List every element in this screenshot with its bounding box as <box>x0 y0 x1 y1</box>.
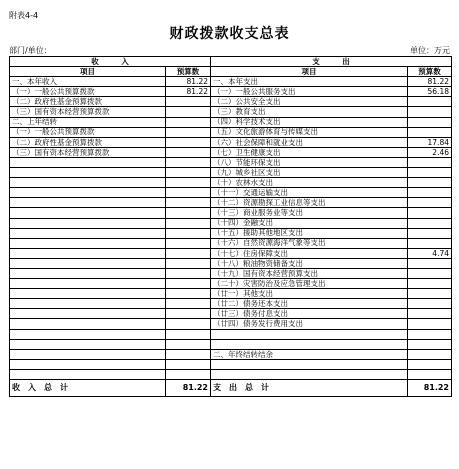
income-value-cell <box>166 319 211 329</box>
expense-value-cell <box>408 198 452 208</box>
expense-item-cell: （十二）资源勘探工业信息等支出 <box>211 198 408 208</box>
income-item-cell: （三）国有资本经营预算拨款 <box>10 147 166 157</box>
table-row <box>10 238 452 248</box>
table-row <box>10 309 452 319</box>
income-item-header: 项目 <box>10 67 166 77</box>
column-header-row <box>10 67 452 77</box>
income-item-cell <box>10 329 166 339</box>
expense-item-cell: （十三）商业服务业等支出 <box>211 208 408 218</box>
expense-value-cell <box>408 188 452 198</box>
expense-value-cell: 17.84 <box>408 137 452 147</box>
expense-item-cell: （七）卫生健康支出 <box>211 147 408 157</box>
expense-item-cell: （十九）国有资本经营预算支出 <box>211 268 408 278</box>
income-value-cell <box>166 279 211 289</box>
table-row <box>10 349 452 359</box>
fiscal-summary-table <box>9 56 452 397</box>
income-value-cell <box>166 117 211 127</box>
expense-item-cell: （十七）住房保障支出 <box>211 248 408 258</box>
expense-value-cell <box>408 218 452 228</box>
expense-item-header: 项目 <box>211 67 408 77</box>
income-budget-header: 预算数 <box>166 67 211 77</box>
income-value-cell <box>166 238 211 248</box>
table-row <box>10 248 452 258</box>
expense-item-cell: （十）农林水支出 <box>211 178 408 188</box>
expense-value-cell <box>408 319 452 329</box>
expense-item-cell <box>211 359 408 369</box>
expense-value-cell <box>408 349 452 359</box>
expense-item-cell: （廿一）其他支出 <box>211 289 408 299</box>
expense-value-cell <box>408 289 452 299</box>
income-value-cell <box>166 208 211 218</box>
section-header-row <box>10 57 452 67</box>
expense-value-cell <box>408 369 452 379</box>
expense-item-cell: （二）公共安全支出 <box>211 97 408 107</box>
unit-label: 单位：万元 <box>410 46 450 55</box>
table-row <box>10 268 452 278</box>
table-row <box>10 157 452 167</box>
attachment-label: 附表4-4 <box>9 11 39 20</box>
income-item-cell <box>10 228 166 238</box>
total-expense-label: 支 出 总 计 <box>211 380 408 397</box>
table-row <box>10 228 452 238</box>
expense-item-cell <box>211 339 408 349</box>
expense-item-cell: （廿三）债务付息支出 <box>211 309 408 319</box>
expense-item-cell: （十八）粮油物资储备支出 <box>211 258 408 268</box>
expense-item-cell: 一、本年支出 <box>211 77 408 87</box>
table-row <box>10 258 452 268</box>
total-income-label: 收 入 总 计 <box>10 380 166 397</box>
expense-value-cell <box>408 268 452 278</box>
table-row <box>10 198 452 208</box>
income-item-cell <box>10 218 166 228</box>
table-row <box>10 299 452 309</box>
table-row <box>10 208 452 218</box>
total-income-value: 81.22 <box>166 380 211 397</box>
income-item-cell <box>10 339 166 349</box>
expense-value-cell <box>408 208 452 218</box>
expense-value-cell <box>408 359 452 369</box>
expense-item-cell: （十四）金融支出 <box>211 218 408 228</box>
income-value-cell <box>166 147 211 157</box>
income-item-cell <box>10 369 166 379</box>
income-item-cell: （一）一般公共预算拨款 <box>10 127 166 137</box>
table-row <box>10 147 452 157</box>
table-row <box>10 319 452 329</box>
table-row <box>10 359 452 369</box>
income-item-cell: （三）国有资本经营预算拨款 <box>10 107 166 117</box>
expense-value-cell <box>408 339 452 349</box>
expense-value-cell: 81.22 <box>408 77 452 87</box>
income-value-cell <box>166 188 211 198</box>
total-row <box>10 380 452 397</box>
expense-value-cell <box>408 309 452 319</box>
income-value-cell <box>166 339 211 349</box>
table-row <box>10 97 452 107</box>
income-value-cell <box>166 198 211 208</box>
income-value-cell <box>166 228 211 238</box>
expense-value-cell <box>408 107 452 117</box>
table-row <box>10 289 452 299</box>
expense-value-cell: 2.46 <box>408 147 452 157</box>
income-value-cell <box>166 369 211 379</box>
expense-value-cell <box>408 279 452 289</box>
expense-value-cell <box>408 97 452 107</box>
expense-item-cell: （廿二）债务还本支出 <box>211 299 408 309</box>
income-section-header: 收 入 <box>10 57 211 67</box>
table-row <box>10 87 452 97</box>
table-row <box>10 329 452 339</box>
expense-value-cell <box>408 117 452 127</box>
income-value-cell <box>166 137 211 147</box>
income-item-cell: 二、上年结转 <box>10 117 166 127</box>
expense-item-cell: （一）一般公共服务支出 <box>211 87 408 97</box>
income-value-cell <box>166 178 211 188</box>
income-value-cell <box>166 299 211 309</box>
income-item-cell <box>10 198 166 208</box>
expense-item-cell: （十五）援助其他地区支出 <box>211 228 408 238</box>
expense-value-cell <box>408 127 452 137</box>
income-value-cell <box>166 248 211 258</box>
income-value-cell <box>166 258 211 268</box>
table-row <box>10 77 452 87</box>
table-row <box>10 137 452 147</box>
expense-value-cell <box>408 258 452 268</box>
expense-item-cell: （八）节能环保支出 <box>211 157 408 167</box>
income-item-cell <box>10 208 166 218</box>
income-value-cell: 81.22 <box>166 87 211 97</box>
income-item-cell <box>10 299 166 309</box>
table-row <box>10 168 452 178</box>
income-item-cell: （一）一般公共预算拨款 <box>10 87 166 97</box>
income-item-cell <box>10 309 166 319</box>
expense-item-cell: （十一）交通运输支出 <box>211 188 408 198</box>
table-row <box>10 117 452 127</box>
expense-item-cell <box>211 329 408 339</box>
income-item-cell <box>10 248 166 258</box>
page-title: 财政拨款收支总表 <box>169 26 290 42</box>
expense-value-cell <box>408 329 452 339</box>
expense-value-cell <box>408 228 452 238</box>
income-item-cell: 一、本年收入 <box>10 77 166 87</box>
expense-item-cell: （五）文化旅游体育与传媒支出 <box>211 127 408 137</box>
expense-item-cell: （四）科学技术支出 <box>211 117 408 127</box>
income-item-cell <box>10 168 166 178</box>
expense-item-cell: 二、年终结转结余 <box>211 349 408 359</box>
expense-budget-header: 预算数 <box>408 67 452 77</box>
expense-value-cell <box>408 157 452 167</box>
table-row <box>10 339 452 349</box>
income-item-cell <box>10 349 166 359</box>
income-item-cell: （二）政府性基金预算拨款 <box>10 97 166 107</box>
income-value-cell <box>166 127 211 137</box>
total-expense-value: 81.22 <box>408 380 452 397</box>
income-value-cell <box>166 168 211 178</box>
income-item-cell <box>10 289 166 299</box>
income-value-cell <box>166 157 211 167</box>
expense-item-cell: （二十）灾害防治及应急管理支出 <box>211 279 408 289</box>
department-label: 部门/单位： <box>9 46 52 55</box>
table-row <box>10 188 452 198</box>
table-row <box>10 279 452 289</box>
income-item-cell <box>10 268 166 278</box>
income-item-cell <box>10 157 166 167</box>
income-value-cell <box>166 329 211 339</box>
expense-item-cell: （十六）自然资源海洋气象等支出 <box>211 238 408 248</box>
income-item-cell <box>10 178 166 188</box>
table-row <box>10 369 452 379</box>
income-value-cell <box>166 309 211 319</box>
expense-value-cell: 4.74 <box>408 248 452 258</box>
expense-item-cell: （三）教育支出 <box>211 107 408 117</box>
income-item-cell <box>10 188 166 198</box>
expense-value-cell <box>408 238 452 248</box>
income-value-cell <box>166 218 211 228</box>
income-item-cell <box>10 258 166 268</box>
income-value-cell <box>166 349 211 359</box>
income-value-cell <box>166 359 211 369</box>
income-value-cell <box>166 289 211 299</box>
income-value-cell: 81.22 <box>166 77 211 87</box>
table-row <box>10 218 452 228</box>
income-item-cell <box>10 279 166 289</box>
income-item-cell <box>10 359 166 369</box>
income-value-cell <box>166 97 211 107</box>
expense-item-cell: （九）城乡社区支出 <box>211 168 408 178</box>
expense-item-cell <box>211 369 408 379</box>
income-item-cell <box>10 319 166 329</box>
table-row <box>10 107 452 117</box>
expense-value-cell <box>408 168 452 178</box>
expense-value-cell: 56.18 <box>408 87 452 97</box>
income-value-cell <box>166 107 211 117</box>
expense-item-cell: （廿四）债务发行费用支出 <box>211 319 408 329</box>
income-value-cell <box>166 268 211 278</box>
table-row <box>10 178 452 188</box>
expense-section-header: 支 出 <box>211 57 452 67</box>
expense-item-cell: （六）社会保障和就业支出 <box>211 137 408 147</box>
income-item-cell: （二）政府性基金预算拨款 <box>10 137 166 147</box>
income-item-cell <box>10 238 166 248</box>
table-body <box>10 77 452 380</box>
expense-value-cell <box>408 299 452 309</box>
expense-value-cell <box>408 178 452 188</box>
table-row <box>10 127 452 137</box>
